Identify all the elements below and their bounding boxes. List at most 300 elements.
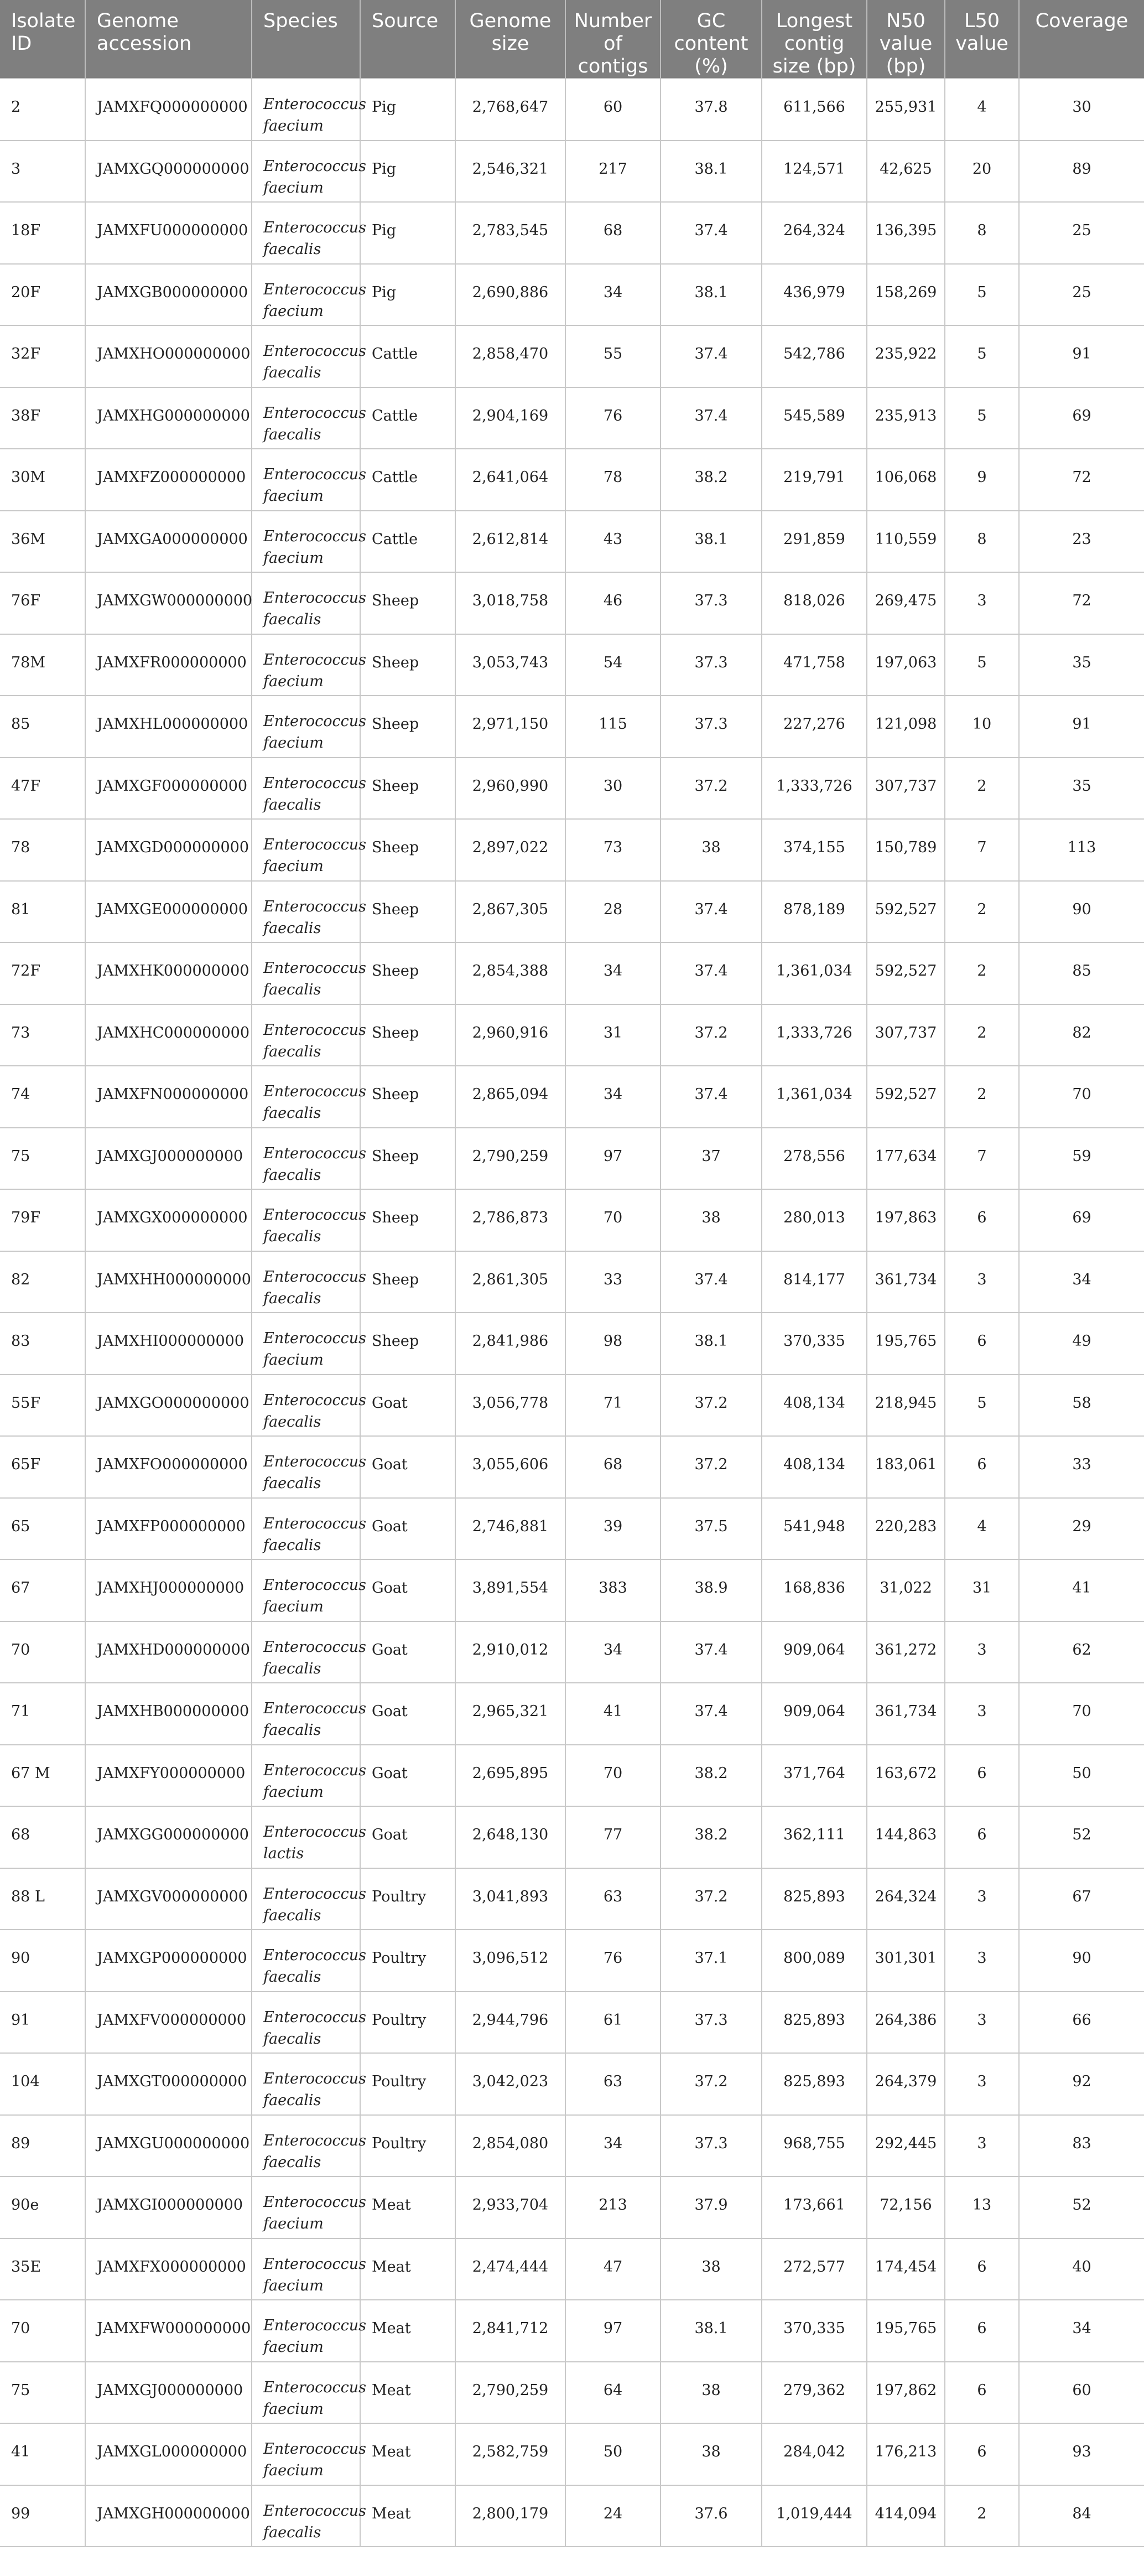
cell-genome-accession: JAMXFO000000000 [85, 1436, 252, 1498]
cell-n50: 361,734 [867, 1251, 945, 1313]
cell-genome-size: 2,971,150 [455, 696, 565, 758]
cell-longest-contig: 542,786 [762, 325, 867, 387]
cell-n50: 264,324 [867, 1868, 945, 1930]
cell-longest-contig: 1,333,726 [762, 758, 867, 820]
cell-genome-size: 2,865,094 [455, 1066, 565, 1128]
cell-n50: 307,737 [867, 1004, 945, 1066]
cell-coverage: 90 [1019, 881, 1144, 943]
cell-isolate-id: 78 [0, 819, 85, 881]
table-row [0, 1128, 1144, 1190]
cell-genome-accession: JAMXGW000000000 [85, 572, 252, 634]
cell-n50: 176,213 [867, 2423, 945, 2485]
cell-gc-content: 37.2 [661, 1004, 762, 1066]
cell-source: Pig [360, 79, 455, 141]
cell-longest-contig: 878,189 [762, 881, 867, 943]
cell-number-of-contigs: 50 [565, 2423, 661, 2485]
cell-species: Enterococcus faecalis [252, 325, 360, 387]
cell-number-of-contigs: 34 [565, 264, 661, 326]
cell-genome-size: 2,910,012 [455, 1621, 565, 1683]
cell-n50: 361,272 [867, 1621, 945, 1683]
cell-species: Enterococcus faecalis [252, 881, 360, 943]
cell-n50: 195,765 [867, 1313, 945, 1375]
table-row [0, 325, 1144, 387]
cell-gc-content: 37.3 [661, 634, 762, 696]
cell-number-of-contigs: 43 [565, 511, 661, 573]
cell-isolate-id: 70 [0, 2300, 85, 2362]
column-header-number-of-contigs: Number of contigs [565, 0, 661, 79]
cell-n50: 144,863 [867, 1806, 945, 1868]
cell-species: Enterococcus faecium [252, 819, 360, 881]
cell-number-of-contigs: 70 [565, 1189, 661, 1251]
cell-number-of-contigs: 46 [565, 572, 661, 634]
cell-coverage: 60 [1019, 2362, 1144, 2424]
cell-genome-size: 2,965,321 [455, 1683, 565, 1745]
cell-species: Enterococcus faecium [252, 696, 360, 758]
cell-species: Enterococcus faecalis [252, 1621, 360, 1683]
cell-l50: 6 [945, 1436, 1019, 1498]
cell-species: Enterococcus faecium [252, 449, 360, 511]
cell-gc-content: 37.2 [661, 1436, 762, 1498]
cell-source: Poultry [360, 1868, 455, 1930]
cell-longest-contig: 1,361,034 [762, 942, 867, 1004]
cell-coverage: 72 [1019, 572, 1144, 634]
cell-source: Sheep [360, 1128, 455, 1190]
cell-genome-size: 2,800,179 [455, 2485, 565, 2547]
cell-longest-contig: 173,661 [762, 2176, 867, 2238]
cell-species: Enterococcus faecalis [252, 2115, 360, 2177]
cell-n50: 150,789 [867, 819, 945, 881]
cell-longest-contig: 272,577 [762, 2238, 867, 2300]
cell-longest-contig: 279,362 [762, 2362, 867, 2424]
cell-number-of-contigs: 39 [565, 1498, 661, 1560]
cell-species: Enterococcus faecium [252, 1745, 360, 1807]
cell-genome-accession: JAMXGJ000000000 [85, 2362, 252, 2424]
cell-source: Goat [360, 1683, 455, 1745]
cell-source: Meat [360, 2423, 455, 2485]
cell-coverage: 70 [1019, 1066, 1144, 1128]
table-row [0, 1559, 1144, 1621]
cell-species: Enterococcus faecalis [252, 1992, 360, 2054]
cell-genome-size: 2,746,881 [455, 1498, 565, 1560]
cell-l50: 31 [945, 1559, 1019, 1621]
cell-coverage: 67 [1019, 1868, 1144, 1930]
cell-source: Meat [360, 2176, 455, 2238]
cell-source: Sheep [360, 1251, 455, 1313]
cell-gc-content: 37.3 [661, 572, 762, 634]
cell-genome-accession: JAMXGD000000000 [85, 819, 252, 881]
table-row [0, 1189, 1144, 1251]
cell-gc-content: 38.1 [661, 2300, 762, 2362]
cell-n50: 301,301 [867, 1930, 945, 1992]
cell-n50: 197,862 [867, 2362, 945, 2424]
cell-source: Sheep [360, 634, 455, 696]
cell-isolate-id: 76F [0, 572, 85, 634]
table-row [0, 202, 1144, 264]
cell-genome-size: 2,474,444 [455, 2238, 565, 2300]
cell-number-of-contigs: 213 [565, 2176, 661, 2238]
cell-number-of-contigs: 24 [565, 2485, 661, 2547]
cell-genome-accession: JAMXGG000000000 [85, 1806, 252, 1868]
cell-longest-contig: 408,134 [762, 1436, 867, 1498]
cell-species: Enterococcus faecium [252, 2238, 360, 2300]
cell-source: Sheep [360, 881, 455, 943]
cell-genome-size: 2,841,986 [455, 1313, 565, 1375]
cell-l50: 5 [945, 634, 1019, 696]
cell-source: Pig [360, 202, 455, 264]
cell-l50: 2 [945, 2485, 1019, 2547]
cell-isolate-id: 35E [0, 2238, 85, 2300]
cell-species: Enterococcus faecalis [252, 1683, 360, 1745]
cell-species: Enterococcus faecalis [252, 2485, 360, 2547]
cell-genome-accession: JAMXGI000000000 [85, 2176, 252, 2238]
cell-number-of-contigs: 217 [565, 141, 661, 203]
cell-number-of-contigs: 68 [565, 202, 661, 264]
cell-genome-accession: JAMXHI000000000 [85, 1313, 252, 1375]
cell-coverage: 90 [1019, 1930, 1144, 1992]
cell-source: Sheep [360, 696, 455, 758]
cell-genome-accession: JAMXFY000000000 [85, 1745, 252, 1807]
cell-number-of-contigs: 34 [565, 942, 661, 1004]
cell-isolate-id: 83 [0, 1313, 85, 1375]
cell-genome-accession: JAMXFX000000000 [85, 2238, 252, 2300]
cell-n50: 106,068 [867, 449, 945, 511]
cell-source: Cattle [360, 511, 455, 573]
cell-n50: 264,386 [867, 1992, 945, 2054]
cell-source: Sheep [360, 1313, 455, 1375]
cell-longest-contig: 264,324 [762, 202, 867, 264]
cell-gc-content: 37.1 [661, 1930, 762, 1992]
cell-longest-contig: 825,893 [762, 1868, 867, 1930]
table-row [0, 79, 1144, 141]
cell-number-of-contigs: 31 [565, 1004, 661, 1066]
cell-source: Goat [360, 1498, 455, 1560]
cell-l50: 6 [945, 2238, 1019, 2300]
cell-coverage: 25 [1019, 202, 1144, 264]
cell-coverage: 49 [1019, 1313, 1144, 1375]
table-row [0, 2362, 1144, 2424]
cell-isolate-id: 90 [0, 1930, 85, 1992]
table-row [0, 2423, 1144, 2485]
cell-coverage: 33 [1019, 1436, 1144, 1498]
cell-n50: 31,022 [867, 1559, 945, 1621]
cell-number-of-contigs: 98 [565, 1313, 661, 1375]
cell-l50: 3 [945, 1621, 1019, 1683]
cell-number-of-contigs: 30 [565, 758, 661, 820]
cell-l50: 7 [945, 819, 1019, 881]
cell-longest-contig: 291,859 [762, 511, 867, 573]
cell-number-of-contigs: 33 [565, 1251, 661, 1313]
cell-genome-accession: JAMXFQ000000000 [85, 79, 252, 141]
cell-n50: 183,061 [867, 1436, 945, 1498]
cell-source: Sheep [360, 1004, 455, 1066]
table-row [0, 1498, 1144, 1560]
cell-coverage: 82 [1019, 1004, 1144, 1066]
cell-gc-content: 38.1 [661, 264, 762, 326]
cell-longest-contig: 168,836 [762, 1559, 867, 1621]
table-row [0, 1004, 1144, 1066]
cell-gc-content: 37.3 [661, 1992, 762, 2054]
cell-source: Goat [360, 1621, 455, 1683]
cell-longest-contig: 227,276 [762, 696, 867, 758]
cell-genome-size: 2,960,990 [455, 758, 565, 820]
cell-source: Meat [360, 2238, 455, 2300]
cell-gc-content: 38.2 [661, 449, 762, 511]
cell-isolate-id: 30M [0, 449, 85, 511]
cell-longest-contig: 284,042 [762, 2423, 867, 2485]
cell-genome-accession: JAMXGO000000000 [85, 1375, 252, 1437]
cell-genome-size: 2,858,470 [455, 325, 565, 387]
cell-number-of-contigs: 61 [565, 1992, 661, 2054]
cell-gc-content: 37.4 [661, 387, 762, 449]
cell-coverage: 30 [1019, 79, 1144, 141]
cell-gc-content: 37 [661, 1128, 762, 1190]
cell-genome-accession: JAMXHJ000000000 [85, 1559, 252, 1621]
cell-longest-contig: 1,019,444 [762, 2485, 867, 2547]
cell-coverage: 91 [1019, 325, 1144, 387]
cell-source: Meat [360, 2300, 455, 2362]
cell-number-of-contigs: 77 [565, 1806, 661, 1868]
cell-longest-contig: 1,361,034 [762, 1066, 867, 1128]
cell-n50: 218,945 [867, 1375, 945, 1437]
cell-source: Sheep [360, 758, 455, 820]
cell-n50: 195,765 [867, 2300, 945, 2362]
cell-source: Sheep [360, 1066, 455, 1128]
cell-isolate-id: 78M [0, 634, 85, 696]
cell-n50: 42,625 [867, 141, 945, 203]
cell-n50: 592,527 [867, 942, 945, 1004]
cell-number-of-contigs: 383 [565, 1559, 661, 1621]
table-row [0, 1930, 1144, 1992]
cell-number-of-contigs: 34 [565, 1066, 661, 1128]
cell-l50: 6 [945, 1313, 1019, 1375]
cell-isolate-id: 38F [0, 387, 85, 449]
cell-isolate-id: 74 [0, 1066, 85, 1128]
cell-isolate-id: 71 [0, 1683, 85, 1745]
cell-coverage: 50 [1019, 1745, 1144, 1807]
cell-isolate-id: 55F [0, 1375, 85, 1437]
cell-n50: 197,863 [867, 1189, 945, 1251]
cell-genome-accession: JAMXGB000000000 [85, 264, 252, 326]
cell-gc-content: 38.2 [661, 1745, 762, 1807]
cell-number-of-contigs: 97 [565, 2300, 661, 2362]
cell-species: Enterococcus faecalis [252, 387, 360, 449]
cell-isolate-id: 79F [0, 1189, 85, 1251]
cell-longest-contig: 545,589 [762, 387, 867, 449]
cell-coverage: 84 [1019, 2485, 1144, 2547]
cell-genome-size: 3,042,023 [455, 2053, 565, 2115]
cell-l50: 6 [945, 1806, 1019, 1868]
cell-genome-accession: JAMXGX000000000 [85, 1189, 252, 1251]
cell-longest-contig: 408,134 [762, 1375, 867, 1437]
table-row [0, 758, 1144, 820]
cell-number-of-contigs: 28 [565, 881, 661, 943]
cell-number-of-contigs: 55 [565, 325, 661, 387]
column-header-genome-size: Genome size [455, 0, 565, 79]
cell-longest-contig: 280,013 [762, 1189, 867, 1251]
cell-isolate-id: 91 [0, 1992, 85, 2054]
cell-gc-content: 37.2 [661, 1375, 762, 1437]
cell-longest-contig: 541,948 [762, 1498, 867, 1560]
cell-species: Enterococcus faecium [252, 141, 360, 203]
column-header-gc-content: GC content (%) [661, 0, 762, 79]
cell-genome-size: 2,690,886 [455, 264, 565, 326]
cell-number-of-contigs: 68 [565, 1436, 661, 1498]
cell-gc-content: 38 [661, 2362, 762, 2424]
cell-species: Enterococcus faecalis [252, 1868, 360, 1930]
cell-genome-size: 2,612,814 [455, 511, 565, 573]
cell-gc-content: 37.4 [661, 881, 762, 943]
cell-l50: 3 [945, 1992, 1019, 2054]
cell-coverage: 70 [1019, 1683, 1144, 1745]
cell-n50: 235,922 [867, 325, 945, 387]
cell-n50: 361,734 [867, 1683, 945, 1745]
cell-isolate-id: 67 [0, 1559, 85, 1621]
cell-genome-size: 3,096,512 [455, 1930, 565, 1992]
cell-isolate-id: 65 [0, 1498, 85, 1560]
cell-isolate-id: 89 [0, 2115, 85, 2177]
table-row [0, 1745, 1144, 1807]
cell-source: Sheep [360, 572, 455, 634]
cell-l50: 3 [945, 1683, 1019, 1745]
cell-species: Enterococcus faecalis [252, 1066, 360, 1128]
cell-coverage: 52 [1019, 1806, 1144, 1868]
cell-species: Enterococcus faecalis [252, 572, 360, 634]
cell-species: Enterococcus faecium [252, 511, 360, 573]
cell-genome-size: 3,053,743 [455, 634, 565, 696]
column-header-source: Source [360, 0, 455, 79]
cell-species: Enterococcus faecium [252, 79, 360, 141]
cell-l50: 13 [945, 2176, 1019, 2238]
cell-gc-content: 37.2 [661, 1868, 762, 1930]
cell-coverage: 58 [1019, 1375, 1144, 1437]
cell-genome-size: 3,055,606 [455, 1436, 565, 1498]
cell-l50: 8 [945, 511, 1019, 573]
cell-gc-content: 37.4 [661, 1066, 762, 1128]
table-row [0, 1066, 1144, 1128]
cell-number-of-contigs: 97 [565, 1128, 661, 1190]
cell-l50: 3 [945, 1868, 1019, 1930]
cell-l50: 2 [945, 942, 1019, 1004]
cell-genome-size: 2,768,647 [455, 79, 565, 141]
cell-species: Enterococcus faecalis [252, 1189, 360, 1251]
cell-longest-contig: 278,556 [762, 1128, 867, 1190]
cell-source: Goat [360, 1436, 455, 1498]
cell-coverage: 23 [1019, 511, 1144, 573]
cell-genome-accession: JAMXFW000000000 [85, 2300, 252, 2362]
table-row [0, 881, 1144, 943]
table-row [0, 1868, 1144, 1930]
cell-gc-content: 38.1 [661, 511, 762, 573]
cell-gc-content: 37.4 [661, 1621, 762, 1683]
cell-isolate-id: 36M [0, 511, 85, 573]
cell-source: Meat [360, 2362, 455, 2424]
cell-n50: 110,559 [867, 511, 945, 573]
cell-genome-accession: JAMXHD000000000 [85, 1621, 252, 1683]
cell-genome-accession: JAMXGU000000000 [85, 2115, 252, 2177]
cell-genome-accession: JAMXHL000000000 [85, 696, 252, 758]
cell-longest-contig: 800,089 [762, 1930, 867, 1992]
cell-coverage: 40 [1019, 2238, 1144, 2300]
cell-species: Enterococcus faecalis [252, 1498, 360, 1560]
cell-longest-contig: 968,755 [762, 2115, 867, 2177]
cell-species: Enterococcus faecalis [252, 1251, 360, 1313]
cell-species: Enterococcus faecalis [252, 1436, 360, 1498]
cell-genome-size: 2,582,759 [455, 2423, 565, 2485]
cell-isolate-id: 67 M [0, 1745, 85, 1807]
cell-coverage: 34 [1019, 2300, 1144, 2362]
cell-genome-accession: JAMXGE000000000 [85, 881, 252, 943]
cell-l50: 8 [945, 202, 1019, 264]
cell-genome-size: 2,854,388 [455, 942, 565, 1004]
cell-genome-accession: JAMXGP000000000 [85, 1930, 252, 1992]
table-row [0, 1992, 1144, 2054]
cell-isolate-id: 73 [0, 1004, 85, 1066]
cell-source: Pig [360, 141, 455, 203]
cell-genome-accession: JAMXHB000000000 [85, 1683, 252, 1745]
cell-isolate-id: 75 [0, 2362, 85, 2424]
cell-genome-size: 3,041,893 [455, 1868, 565, 1930]
cell-longest-contig: 818,026 [762, 572, 867, 634]
cell-n50: 292,445 [867, 2115, 945, 2177]
cell-coverage: 35 [1019, 634, 1144, 696]
cell-gc-content: 38.9 [661, 1559, 762, 1621]
table-row [0, 819, 1144, 881]
cell-n50: 163,672 [867, 1745, 945, 1807]
cell-l50: 3 [945, 1930, 1019, 1992]
column-header-coverage: Coverage [1019, 0, 1144, 79]
table-row [0, 1375, 1144, 1437]
cell-source: Goat [360, 1806, 455, 1868]
cell-longest-contig: 909,064 [762, 1621, 867, 1683]
cell-number-of-contigs: 71 [565, 1375, 661, 1437]
table-row [0, 696, 1144, 758]
cell-species: Enterococcus faecalis [252, 1004, 360, 1066]
table-row [0, 449, 1144, 511]
cell-species: Enterococcus faecalis [252, 1930, 360, 1992]
cell-genome-size: 2,841,712 [455, 2300, 565, 2362]
cell-gc-content: 37.3 [661, 2115, 762, 2177]
cell-gc-content: 37.4 [661, 1251, 762, 1313]
cell-species: Enterococcus faecium [252, 2176, 360, 2238]
cell-gc-content: 37.8 [661, 79, 762, 141]
cell-longest-contig: 825,893 [762, 2053, 867, 2115]
cell-genome-accession: JAMXFR000000000 [85, 634, 252, 696]
cell-genome-accession: JAMXFV000000000 [85, 1992, 252, 2054]
cell-isolate-id: 68 [0, 1806, 85, 1868]
cell-source: Cattle [360, 449, 455, 511]
cell-isolate-id: 20F [0, 264, 85, 326]
cell-source: Goat [360, 1375, 455, 1437]
cell-isolate-id: 47F [0, 758, 85, 820]
cell-n50: 72,156 [867, 2176, 945, 2238]
cell-genome-size: 3,891,554 [455, 1559, 565, 1621]
cell-species: Enterococcus faecium [252, 634, 360, 696]
table-header-row [0, 0, 1144, 79]
cell-number-of-contigs: 63 [565, 1868, 661, 1930]
cell-n50: 235,913 [867, 387, 945, 449]
cell-number-of-contigs: 41 [565, 1683, 661, 1745]
table-row [0, 572, 1144, 634]
table-row [0, 2238, 1144, 2300]
cell-gc-content: 37.2 [661, 2053, 762, 2115]
cell-coverage: 85 [1019, 942, 1144, 1004]
cell-l50: 6 [945, 1189, 1019, 1251]
cell-genome-size: 2,904,169 [455, 387, 565, 449]
cell-genome-accession: JAMXHC000000000 [85, 1004, 252, 1066]
column-header-isolate-id: Isolate ID [0, 0, 85, 79]
cell-species: Enterococcus faecium [252, 2362, 360, 2424]
column-header-genome-accession: Genome accession [85, 0, 252, 79]
